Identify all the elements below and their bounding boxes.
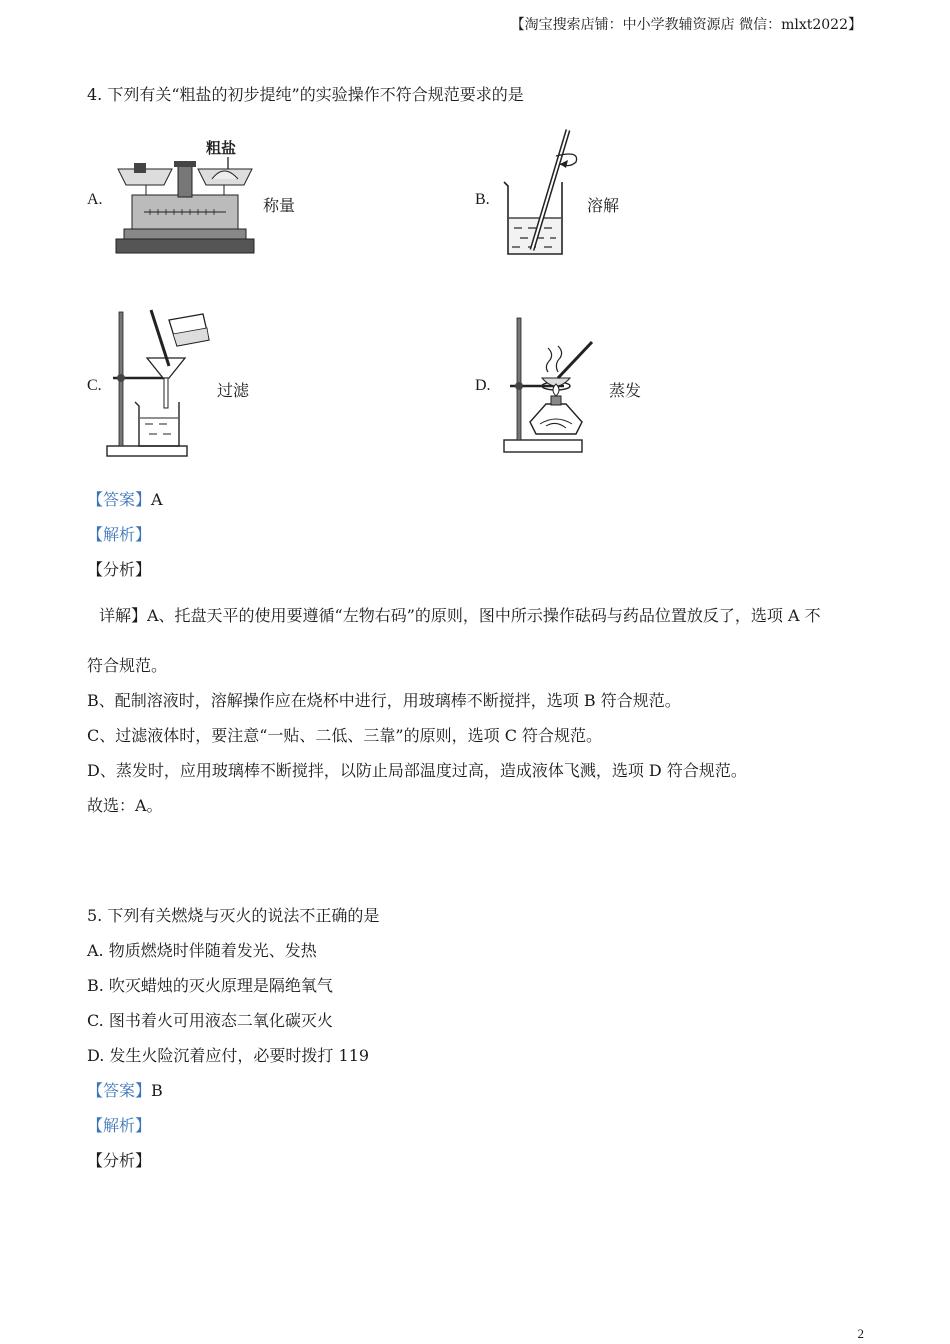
q4-answer-tag: 【答案】 [87,490,152,509]
dissolving-figure [498,126,588,261]
page-number: 2 [857,1326,864,1341]
q4-option-a-name: 称量 [263,196,296,215]
q4-detail-d: D、蒸发时，应用玻璃棒不断搅拌，以防止局部温度过高，造成液体飞溅，选项 D 符合规范。 [87,761,747,780]
page-header: 【淘宝搜索店铺：中小学教辅资源店 微信：mlxt2022】 [510,17,862,33]
q4-conclusion: 故选：A。 [87,796,163,815]
q4-detail-line-1: 详解】A、托盘天平的使用要遵循“左物右码”的原则，图中所示操作砝码与药品位置放反了，选项 A 不 [99,606,821,625]
q4-answer-line [87,487,163,510]
q5-answer: B [151,1081,163,1100]
balance-figure [110,133,260,258]
q4-option-c-name: 过滤 [217,381,250,400]
q5-answer-line [87,1078,163,1101]
filtration-figure [105,306,215,461]
q5-stem: 5. 下列有关燃烧与灭火的说法不正确的是 [87,906,380,925]
q5-analysis-tag: 【解析】 [87,1116,152,1135]
q5-option-c: C. 图书着火可用液态二氧化碳灭火 [87,1011,333,1030]
q5-option-d: D. 发生火险沉着应付，必要时拨打 119 [87,1046,370,1065]
q4-fenxi-tag: 【分析】 [87,560,152,579]
q5-fenxi-tag: 【分析】 [87,1151,152,1170]
q4-answer: A [151,490,163,509]
q4-analysis-tag: 【解析】 [87,525,152,544]
q4-detail-line-2: 符合规范。 [87,656,168,675]
q4-detail-c: C、过滤液体时，要注意“一贴、二低、三靠”的原则，选项 C 符合规范。 [87,726,603,745]
q4-option-a-letter: A. [87,191,103,208]
balance-figure-label: 粗盐 [206,139,237,157]
evaporation-figure [500,314,605,459]
q4-option-d-letter: D. [475,377,491,394]
q5-answer-tag: 【答案】 [87,1081,152,1100]
q4-option-b-name: 溶解 [587,196,620,215]
q4-option-d-name: 蒸发 [609,381,642,400]
q4-option-b-letter: B. [475,191,490,208]
q5-option-b: B. 吹灭蜡烛的灭火原理是隔绝氧气 [87,976,333,995]
q4-detail-b: B、配制溶液时，溶解操作应在烧杯中进行，用玻璃棒不断搅拌，选项 B 符合规范。 [87,691,681,710]
q4-option-c-letter: C. [87,377,102,394]
q4-stem: 4. 下列有关“粗盐的初步提纯”的实验操作不符合规范要求的是 [87,85,524,104]
q5-option-a: A. 物质燃烧时伴随着发光、发热 [87,941,317,960]
